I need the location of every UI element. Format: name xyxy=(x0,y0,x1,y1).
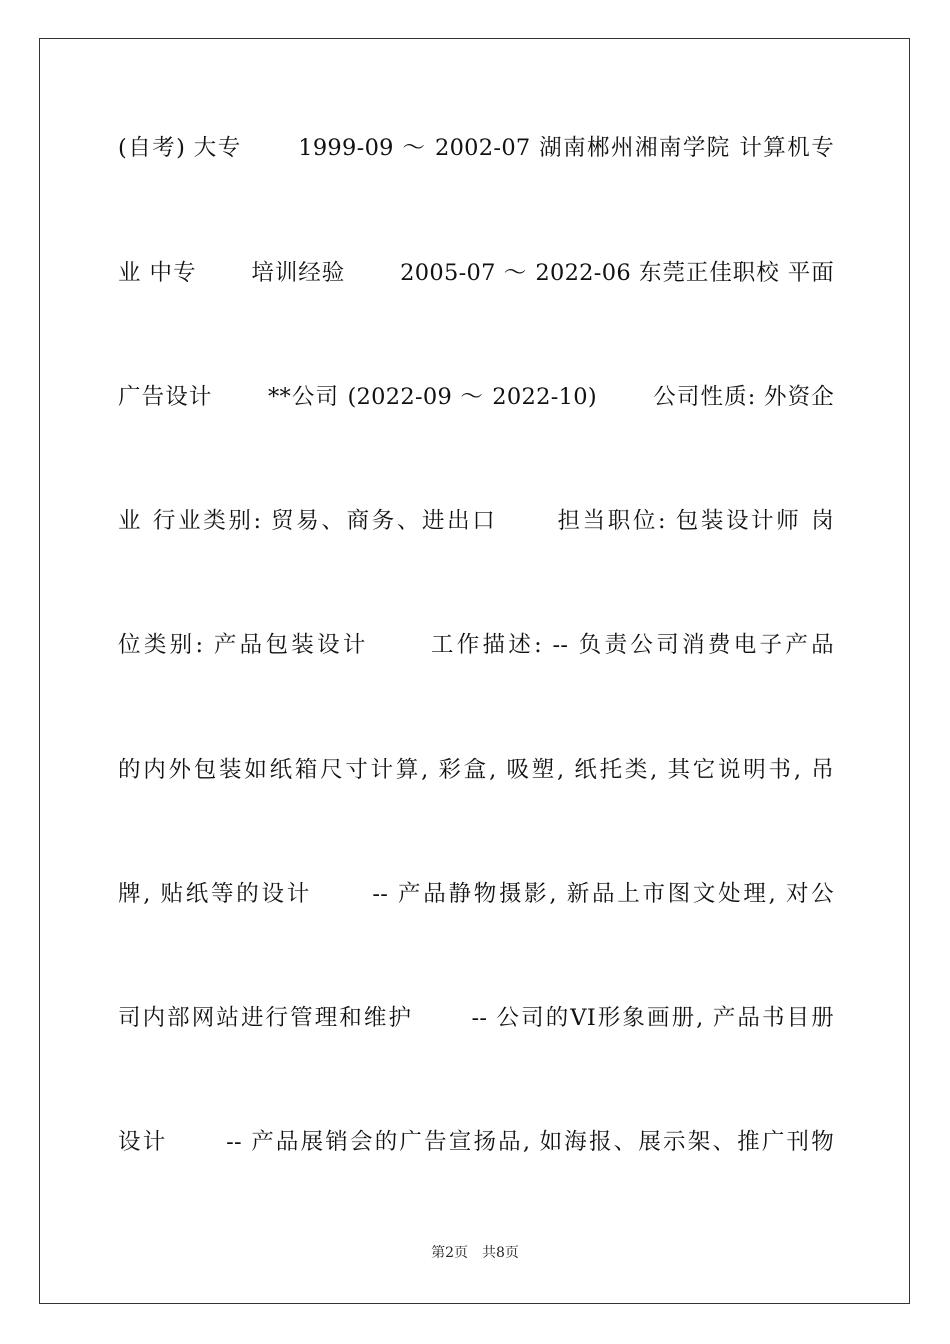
page-border xyxy=(39,38,910,1304)
body-text-line: 设计 -- 产品展销会的广告宣扬品, 如海报、展示架、推广刊物 xyxy=(118,1129,834,1155)
body-text-line: 的内外包装如纸箱尺寸计算, 彩盒, 吸塑, 纸托类, 其它说明书, 吊 xyxy=(118,757,834,783)
body-text-line: 广告设计 **公司 (2022-09 ～ 2022-10) 公司性质: 外资企 xyxy=(118,384,834,410)
body-text-line: 位类别: 产品包装设计 工作描述: -- 负责公司消费电子产品 xyxy=(118,632,834,658)
body-text-line: 业 行业类别: 贸易、商务、进出口 担当职位: 包装设计师 岗 xyxy=(118,508,834,534)
body-text-line: 牌, 贴纸等的设计 -- 产品静物摄影, 新品上市图文处理, 对公 xyxy=(118,881,834,907)
body-text-line: 业 中专 培训经验 2005-07 ～ 2022-06 东莞正佳职校 平面 xyxy=(118,260,834,286)
body-text-line: (自考) 大专 1999-09 ～ 2002-07 湖南郴州湘南学院 计算机专 xyxy=(118,135,834,161)
body-text-line: 司内部网站进行管理和维护 -- 公司的VI形象画册, 产品书目册 xyxy=(118,1005,834,1031)
page-number-footer: 第2页 共8页 xyxy=(431,1245,519,1261)
